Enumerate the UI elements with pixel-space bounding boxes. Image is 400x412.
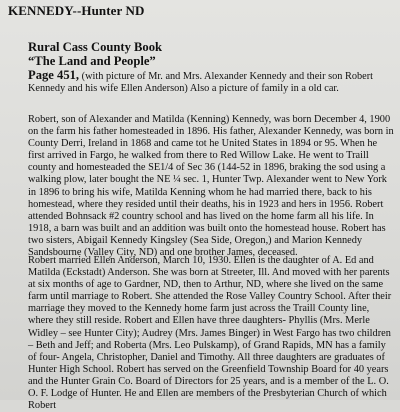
page-reference (28, 69, 396, 95)
book-subtitle: “The Land and People” (28, 54, 156, 68)
paragraph-marriage: Robert married Ellen Anderson, March 10, 1930. Ellen is the daughter of A. Ed and Matilda (Eckstadt) Anderson. She was born at Streeter, Ill. And moved with her parents at six months of age to Gardner, ND, then to Arthur, ND, where she lived on the same farm until marriage to Robert. She attended the Rose Valley Country School. After their marriage they moved to the Kennedy home farm just across the Traill County line, where they still reside. Robert and Ellen have three daughters- Phyllis (Mrs. Merle Widley – see Hunter City); Audrey (Mrs. James Binger) in West Fargo has two children – Beth and Jeff; and Roberta (Mrs. Leo Pulskamp), of Grand Rapids, MN has a family of four- Angela, Christopher, Daniel and Timothy. All three daughters are graduates of Hunter High School. Robert has served on the Greenfield Township Board for 40 years and the Hunter Grain Co. Board of Directors for 25 years, and is a member of the L. O. O. F. Lodge of Hunter. He and Ellen are members of the Presbyterian Church of which Robert (28, 255, 392, 412)
page-picture-note: (with picture of Mr. and Mrs. Alexander Kennedy and their son Robert Kennedy and his wife Ellen Anderson) Also a picture of family in a old car. (28, 71, 374, 95)
book-title: Rural Cass County Book (28, 40, 163, 54)
page-header-title: KENNEDY--Hunter ND (8, 3, 145, 18)
page-number-label: Page 451, (28, 68, 80, 82)
paragraph-robert-biography: Robert, son of Alexander and Matilda (Kenning) Kennedy, was born December 4, 1900 on the farm his father homesteaded in 1896. His father, Alexander Kennedy, was born in County Derri, Ireland in 1868 and came tot he United States in 1894 or 95. When he first arrived in Fargo, he walked from there to Red Willow Lake. He went to Traill county and homesteaded the SE1/4 of Sec 36 (144-52 in 1896, braking the sod using a walking plow, later bought the NE ¼ sec. 1, Hunter Twp. Alexander went to New York in 1896 to bring his wife, Matilda Kenning whom he had married there, back to his homestead, where they resided until their deaths, his in 1923 and hers in 1956. Robert attended Bohnsack #2 country school and has lived on the home farm all his life. In 1918, a barn was built and an addition was built onto the homestead house. Robert has two sisters, Abigail Kennedy Kingsley (Sea Side, Oregon,) and Marion Kennedy Sandsbourne (Valley City, ND) and one brother James, deceased. (28, 114, 394, 259)
